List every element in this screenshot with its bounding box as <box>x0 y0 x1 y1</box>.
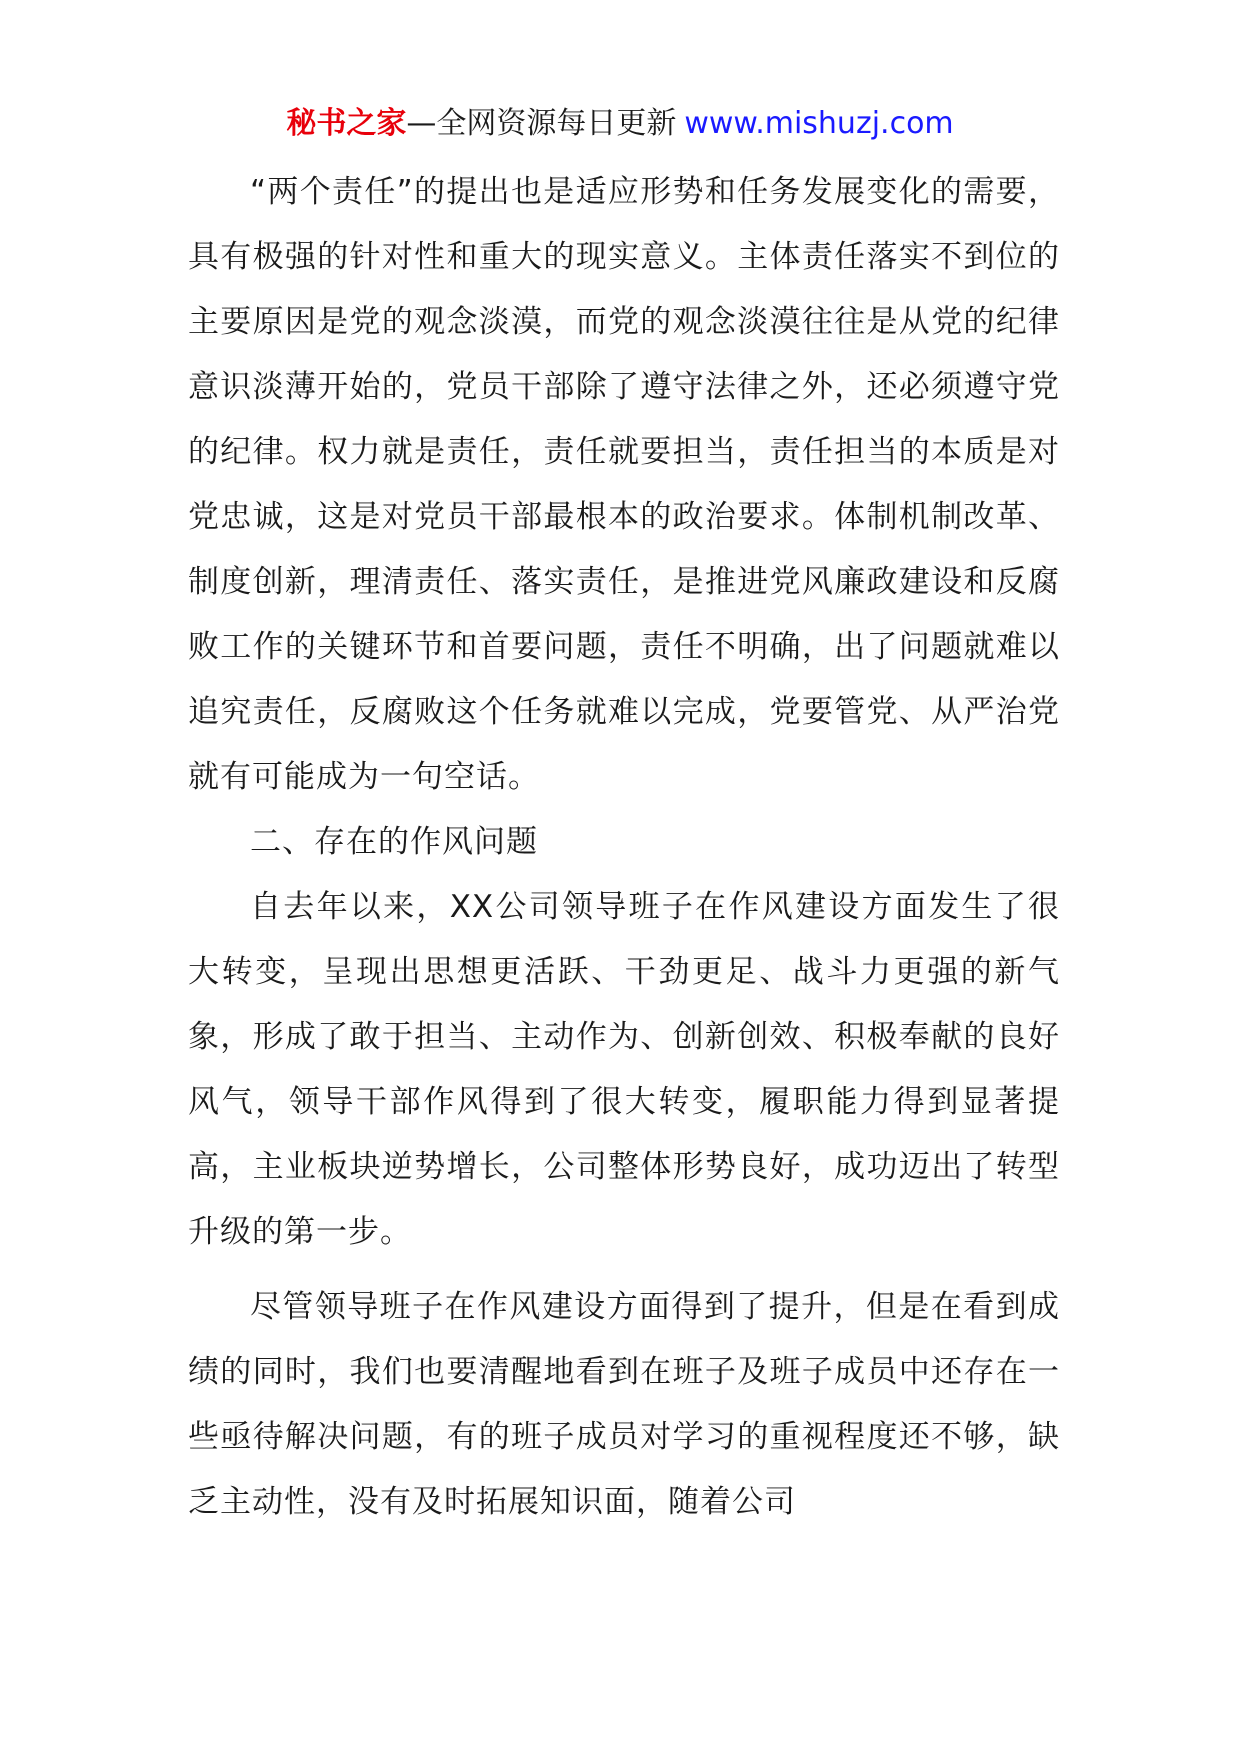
paragraph-two-responsibilities: “两个责任”的提出也是适应形势和任务发展变化的需要，具有极强的针对性和重大的现实意义。主体责任落实不到位的主要原因是党的观念淡漠，而党的观念淡漠往往是从党的纪律意识淡薄开始的，党员干部除了遵守法律之外，还必须遵守党的纪律。权力就是责任，责任就要担当，责任担当的本质是对党忠诚，这是对党员干部最根本的政治要求。体制机制改革、制度创新，理清责任、落实责任，是推进党风廉政建设和反腐败工作的关键环节和首要问题，责任不明确，出了问题就难以追究责任，反腐败这个任务就难以完成，党要管党、从严治党就有可能成为一句空话。 <box>188 174 1060 795</box>
brand-name: 秘书之家 <box>286 106 407 141</box>
document-body <box>188 160 1060 1535</box>
paragraph-despite-improvement: 尽管领导班子在作风建设方面得到了提升，但是在看到成绩的同时，我们也要清醒地看到在班子及班子成员中还存在一些亟待解决问题，有的班子成员对学习的重视程度还不够，缺乏主动性，没有及时拓展知识面，随着公司 <box>188 1289 1060 1520</box>
paragraph-since-last-year: 自去年以来，XX公司领导班子在作风建设方面发生了很大转变，呈现出思想更活跃、干劲更足、战斗力更强的新气象，形成了敢于担当、主动作为、创新创效、积极奉献的良好风气，领导干部作风得到了很大转变，履职能力得到显著提高，主业板块逆势增长，公司整体形势良好，成功迈出了转型升级的第一步。 <box>188 889 1060 1250</box>
site-url-link[interactable]: www.mishuzj.com <box>684 106 954 141</box>
site-header <box>0 100 1240 148</box>
site-slogan: —全网资源每日更新 <box>406 106 677 141</box>
section-heading-style-problems: 二、存在的作风问题 <box>250 824 538 860</box>
